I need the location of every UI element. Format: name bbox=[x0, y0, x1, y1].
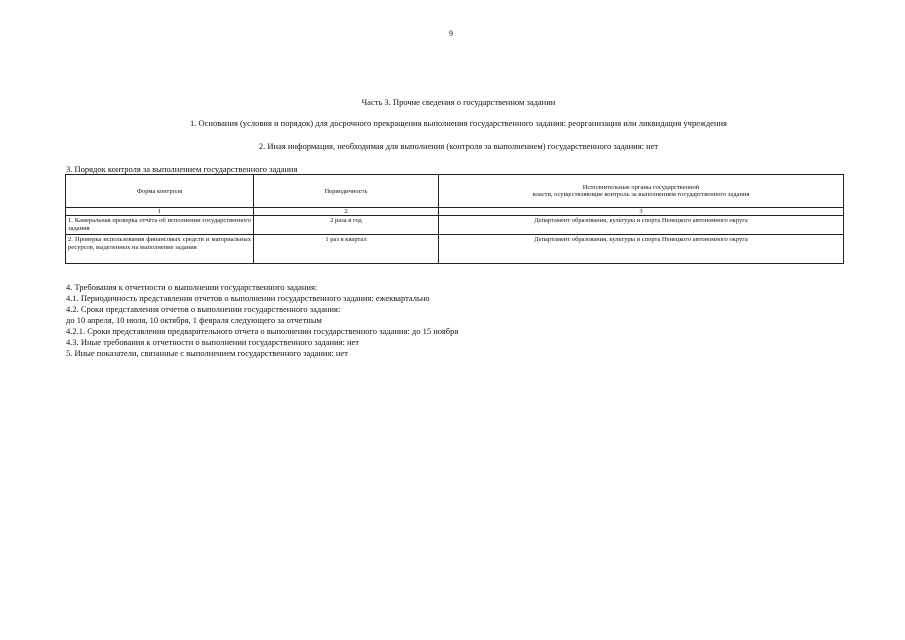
part-title: Часть 3. Прочие сведения о государственном задании bbox=[361, 97, 556, 107]
column-number: 2 bbox=[254, 208, 439, 216]
other-information: 2. Иная информация, необходимая для выполнения (контроля за выполнением) государственного задания: нет bbox=[258, 141, 659, 151]
cell-form: 1. Камеральная проверка отчёта об исполнении государственного задания bbox=[66, 216, 254, 235]
header-org-line1: Исполнительные органы государственной bbox=[582, 184, 700, 191]
control-table bbox=[65, 174, 844, 264]
header-org-line2: власти, осуществляющие контроль за выполнением государственного задания bbox=[532, 191, 750, 198]
column-number: 3 bbox=[439, 208, 844, 216]
table-row bbox=[66, 235, 844, 264]
requirement-4-2-dates: до 10 апреля, 10 июля, 10 октября, 1 февраля следующего за отчетным bbox=[66, 315, 322, 325]
cell-form: 2. Проверка использования финансовых средств и материальных ресурсов, выделенных на выполнение задания bbox=[66, 235, 254, 264]
control-procedure-title: 3. Порядок контроля за выполнением государственного задания bbox=[66, 164, 298, 174]
cell-org: Департамент образования, культуры и спорта Ненецкого автономного округа bbox=[439, 216, 844, 235]
header-form: Форма контроля bbox=[66, 175, 254, 208]
requirement-4-3: 4.3. Иные требования к отчетности о выполнении государственного задания: нет bbox=[66, 337, 359, 347]
header-org bbox=[439, 175, 844, 208]
page-number: 9 bbox=[449, 29, 453, 38]
reporting-requirements bbox=[66, 282, 458, 359]
requirement-5: 5. Иные показатели, связанные с выполнением государственного задания: нет bbox=[66, 348, 348, 358]
requirement-4-2-1: 4.2.1. Сроки представления предварительного отчета о выполнении государственного задания: до 15 ноября bbox=[66, 326, 459, 336]
cell-period: 2 раза в год bbox=[254, 216, 439, 235]
header-period: Периодичность bbox=[254, 175, 439, 208]
cell-org: Департамент образования, культуры и спорта Ненецкого автономного округа bbox=[439, 235, 844, 264]
table-row bbox=[66, 216, 844, 235]
table-column-numbers-row bbox=[66, 208, 844, 216]
requirement-4-1: 4.1. Периодичность представления отчетов о выполнении государственного задания: ежеквартально bbox=[66, 293, 430, 303]
requirement-4: 4. Требования к отчетности о выполнении государственного задания: bbox=[66, 282, 318, 292]
early-termination-grounds: 1. Основания (условия и порядок) для досрочного прекращения выполнения государственного задания: реорганизация или ликвидация учреждения bbox=[190, 118, 727, 128]
column-number: 1 bbox=[66, 208, 254, 216]
requirement-4-2: 4.2. Сроки представления отчетов о выполнении государственного задания: bbox=[66, 304, 341, 314]
cell-period: 1 раз в квартал bbox=[254, 235, 439, 264]
table-header-row bbox=[66, 175, 844, 208]
